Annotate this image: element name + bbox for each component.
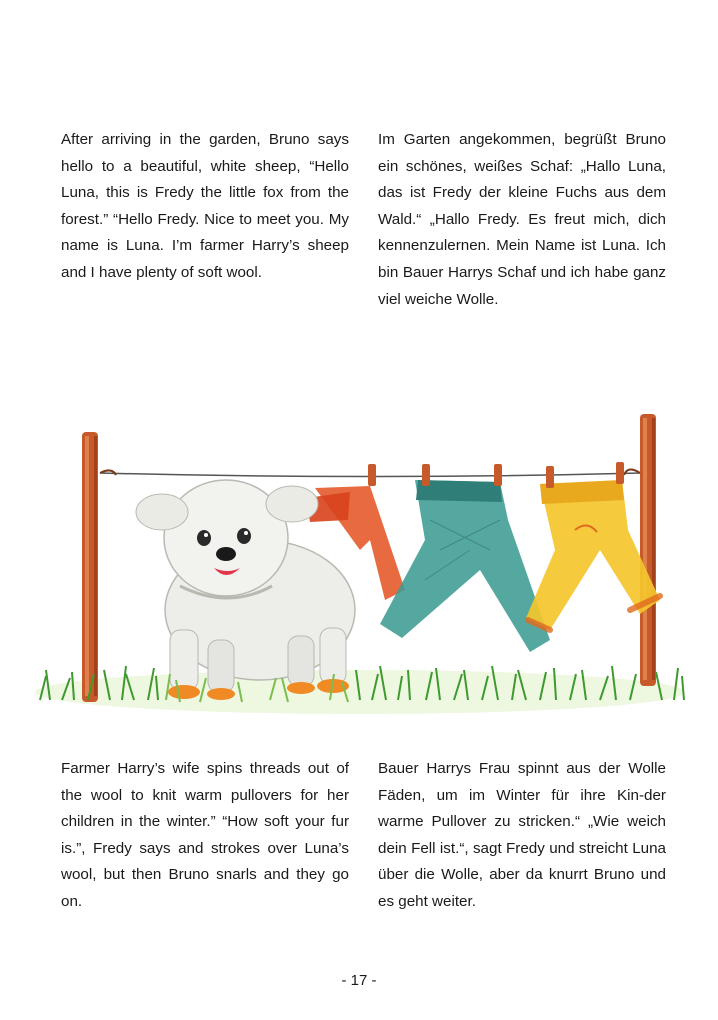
sheep-clothesline-illustration xyxy=(30,400,690,730)
left-pole xyxy=(82,432,98,702)
english-paragraph-bottom: Farmer Harry’s wife spins threads out of the wool to knit warm pullovers for her children in the winter.” “How soft your fur is.”, Fredy says and strokes over Luna’s wool, but then Bruno snarls and they go on. xyxy=(61,760,349,910)
german-paragraph-top: Im Garten angekommen, begrüßt Bruno ein schönes, weißes Schaf: „Hallo Luna, das ist Fredy der kleine Fuchs aus dem Wald.“ „Hallo Fredy. Es freut mich, dich kennenzulernen. Mein Name ist Luna. Ich bin Bauer Harrys Schaf und ich habe ganz viel weiche Wolle. xyxy=(378,131,666,308)
clothespin xyxy=(368,464,376,486)
english-paragraph-top: After arriving in the garden, Bruno says hello to a beautiful, white sheep, “Hello Luna, this is Fredy the little fox from the forest.” “Hello Fredy. Nice to meet you. My name is Luna. I’m farmer Harry’s sheep and I have plenty of soft wool. xyxy=(61,131,349,281)
german-paragraph-bottom: Bauer Harrys Frau spinnt aus der Wolle Fäden, um im Winter für ihre Kin-der warme Pullover zu stricken.“ „Wie weich dein Fell ist.“, sagt Fredy und streicht Luna über die Wolle, aber da knurrt Bruno und es geht weiter. xyxy=(378,760,666,910)
yellow-trousers xyxy=(526,480,660,630)
clothespin xyxy=(494,464,502,486)
page-number: - 17 - xyxy=(341,972,377,989)
clothespin xyxy=(616,462,624,484)
clothespin xyxy=(546,466,554,488)
teal-trousers xyxy=(380,480,550,652)
clothespin xyxy=(422,464,430,486)
right-pole xyxy=(640,414,656,686)
